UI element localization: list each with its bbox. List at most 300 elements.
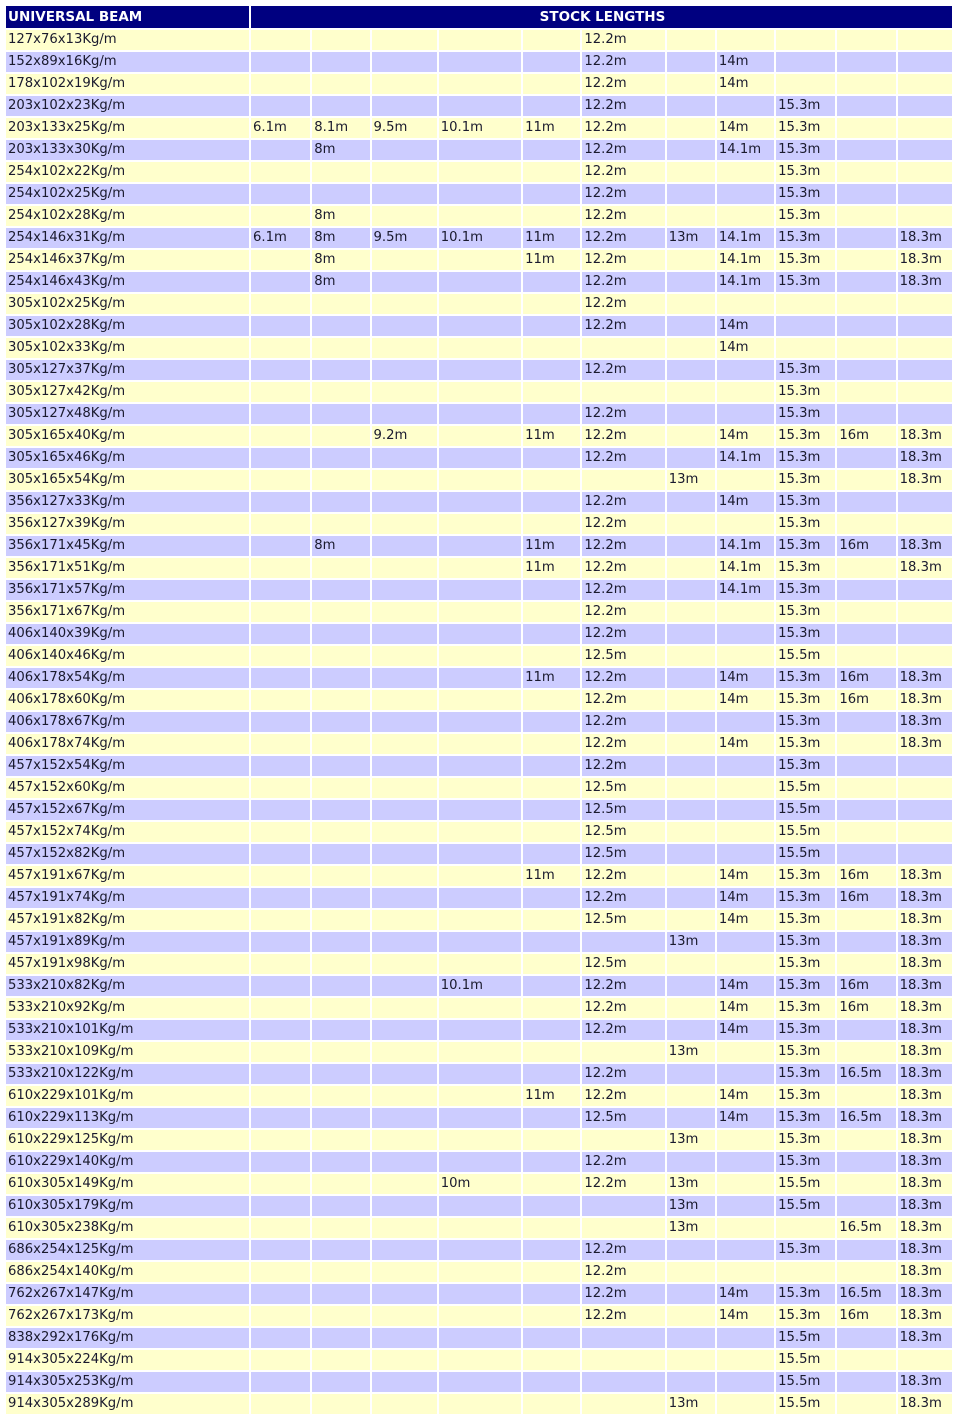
length-cell: 15.5m [776, 844, 835, 864]
length-cell [251, 1086, 310, 1106]
length-cell [523, 1394, 580, 1414]
length-cell [898, 184, 952, 204]
length-cell: 14m [717, 118, 774, 138]
length-cell: 15.3m [776, 888, 835, 908]
beam-size-cell: 457x152x74Kg/m [6, 822, 249, 842]
length-cell [523, 712, 580, 732]
length-cell: 18.3m [898, 1196, 952, 1216]
length-cell: 18.3m [898, 998, 952, 1018]
beam-size-cell: 686x254x140Kg/m [6, 1262, 249, 1282]
length-cell [372, 250, 437, 270]
length-cell [251, 1328, 310, 1348]
length-cell: 10.1m [439, 118, 521, 138]
length-cell [717, 624, 774, 644]
length-cell: 15.5m [776, 1328, 835, 1348]
length-cell [837, 118, 895, 138]
length-cell [837, 844, 895, 864]
length-cell: 15.5m [776, 1174, 835, 1194]
length-cell [523, 470, 580, 490]
length-cell [251, 360, 310, 380]
length-cell [837, 294, 895, 314]
table-row [6, 1020, 952, 1040]
length-cell [251, 1394, 310, 1414]
length-cell [372, 800, 437, 820]
table-row [6, 976, 952, 996]
length-cell: 18.3m [898, 712, 952, 732]
length-cell [372, 668, 437, 688]
length-cell [667, 360, 715, 380]
length-cell [251, 140, 310, 160]
length-cell [312, 294, 369, 314]
length-cell [372, 294, 437, 314]
length-cell [898, 756, 952, 776]
length-cell [312, 1086, 369, 1106]
length-cell [251, 1130, 310, 1150]
length-cell [439, 624, 521, 644]
length-cell [251, 998, 310, 1018]
length-cell [372, 1020, 437, 1040]
table-row [6, 844, 952, 864]
length-cell [251, 888, 310, 908]
length-cell [439, 30, 521, 50]
beam-size-cell: 762x267x173Kg/m [6, 1306, 249, 1326]
length-cell [667, 1064, 715, 1084]
beam-size-cell: 914x305x253Kg/m [6, 1372, 249, 1392]
beam-size-cell: 356x127x33Kg/m [6, 492, 249, 512]
length-cell [372, 1394, 437, 1414]
length-cell [372, 734, 437, 754]
length-cell: 18.3m [898, 1020, 952, 1040]
length-cell: 14.1m [717, 250, 774, 270]
length-cell [667, 536, 715, 556]
length-cell: 12.2m [582, 888, 664, 908]
length-cell [251, 734, 310, 754]
length-cell: 10m [439, 1174, 521, 1194]
length-cell [439, 1240, 521, 1260]
length-cell: 12.2m [582, 1262, 664, 1282]
table-row [6, 1306, 952, 1326]
length-cell [523, 1020, 580, 1040]
length-cell: 16m [837, 668, 895, 688]
length-cell [667, 778, 715, 798]
length-cell: 18.3m [898, 1306, 952, 1326]
length-cell: 14m [717, 1020, 774, 1040]
length-cell: 8m [312, 228, 369, 248]
length-cell [372, 536, 437, 556]
length-cell [898, 294, 952, 314]
length-cell: 12.2m [582, 624, 664, 644]
length-cell: 15.3m [776, 1108, 835, 1128]
length-cell [837, 712, 895, 732]
length-cell [439, 514, 521, 534]
length-cell [898, 118, 952, 138]
length-cell [898, 338, 952, 358]
length-cell [667, 756, 715, 776]
length-cell [251, 690, 310, 710]
length-cell: 14.1m [717, 228, 774, 248]
length-cell [523, 1108, 580, 1128]
length-cell [837, 316, 895, 336]
beam-size-cell: 356x171x45Kg/m [6, 536, 249, 556]
length-cell [582, 1372, 664, 1392]
length-cell [372, 492, 437, 512]
length-cell [523, 338, 580, 358]
length-cell [898, 580, 952, 600]
length-cell: 15.3m [776, 580, 835, 600]
length-cell: 12.2m [582, 448, 664, 468]
length-cell [837, 910, 895, 930]
length-cell [251, 800, 310, 820]
length-cell: 11m [523, 228, 580, 248]
length-cell [312, 888, 369, 908]
table-row [6, 360, 952, 380]
length-cell [717, 1394, 774, 1414]
length-cell [439, 1042, 521, 1062]
length-cell [312, 1108, 369, 1128]
length-cell: 18.3m [898, 1394, 952, 1414]
beam-size-cell: 254x146x31Kg/m [6, 228, 249, 248]
beam-size-cell: 305x165x46Kg/m [6, 448, 249, 468]
length-cell [251, 514, 310, 534]
length-cell: 14m [717, 866, 774, 886]
length-cell [372, 1262, 437, 1282]
length-cell [523, 998, 580, 1018]
beam-size-cell: 610x305x238Kg/m [6, 1218, 249, 1238]
length-cell [251, 162, 310, 182]
length-cell: 10.1m [439, 228, 521, 248]
length-cell: 15.5m [776, 778, 835, 798]
length-cell: 12.2m [582, 96, 664, 116]
length-cell [251, 910, 310, 930]
length-cell [439, 536, 521, 556]
length-cell [251, 382, 310, 402]
length-cell: 12.2m [582, 690, 664, 710]
length-cell: 15.3m [776, 250, 835, 270]
length-cell [667, 976, 715, 996]
length-cell [667, 712, 715, 732]
length-cell: 14m [717, 668, 774, 688]
length-cell: 14.1m [717, 536, 774, 556]
length-cell [837, 602, 895, 622]
length-cell [312, 52, 369, 72]
length-cell: 11m [523, 558, 580, 578]
length-cell [251, 558, 310, 578]
table-row [6, 1064, 952, 1084]
length-cell: 11m [523, 668, 580, 688]
length-cell: 15.3m [776, 382, 835, 402]
length-cell [251, 470, 310, 490]
length-cell: 15.3m [776, 734, 835, 754]
length-cell: 15.3m [776, 910, 835, 930]
length-cell [312, 756, 369, 776]
table-row [6, 514, 952, 534]
beam-size-cell: 533x210x122Kg/m [6, 1064, 249, 1084]
length-cell [837, 580, 895, 600]
length-cell [312, 954, 369, 974]
length-cell: 18.3m [898, 272, 952, 292]
length-cell: 18.3m [898, 1042, 952, 1062]
length-cell [667, 272, 715, 292]
length-cell [439, 932, 521, 952]
length-cell [523, 1152, 580, 1172]
length-cell: 14m [717, 74, 774, 94]
length-cell: 12.2m [582, 272, 664, 292]
table-row [6, 470, 952, 490]
length-cell [898, 404, 952, 424]
length-cell [372, 558, 437, 578]
length-cell: 18.3m [898, 888, 952, 908]
beam-size-cell: 254x146x37Kg/m [6, 250, 249, 270]
beam-size-cell: 305x127x37Kg/m [6, 360, 249, 380]
length-cell [372, 162, 437, 182]
length-cell: 15.3m [776, 1306, 835, 1326]
beam-size-cell: 406x178x67Kg/m [6, 712, 249, 732]
length-cell [523, 1262, 580, 1282]
length-cell [312, 492, 369, 512]
length-cell: 12.2m [582, 976, 664, 996]
length-cell [582, 1328, 664, 1348]
table-row [6, 866, 952, 886]
length-cell [312, 360, 369, 380]
beam-size-cell: 406x178x74Kg/m [6, 734, 249, 754]
length-cell: 15.3m [776, 404, 835, 424]
beam-size-cell: 254x146x43Kg/m [6, 272, 249, 292]
length-cell [439, 250, 521, 270]
length-cell [837, 514, 895, 534]
length-cell [837, 30, 895, 50]
length-cell [312, 1394, 369, 1414]
stock-lengths-table [4, 4, 954, 1416]
length-cell [312, 1262, 369, 1282]
length-cell [439, 426, 521, 446]
length-cell [251, 184, 310, 204]
length-cell: 12.5m [582, 910, 664, 930]
length-cell: 15.5m [776, 1196, 835, 1216]
length-cell: 16m [837, 976, 895, 996]
length-cell: 18.3m [898, 1262, 952, 1282]
length-cell [439, 1306, 521, 1326]
length-cell: 15.3m [776, 162, 835, 182]
length-cell [898, 844, 952, 864]
length-cell: 15.5m [776, 1372, 835, 1392]
length-cell [523, 602, 580, 622]
length-cell: 15.3m [776, 206, 835, 226]
length-cell [837, 228, 895, 248]
length-cell [582, 1218, 664, 1238]
length-cell [251, 272, 310, 292]
length-cell [312, 602, 369, 622]
length-cell: 12.2m [582, 1306, 664, 1326]
length-cell: 18.3m [898, 250, 952, 270]
table-row [6, 1108, 952, 1128]
beam-size-cell: 533x210x101Kg/m [6, 1020, 249, 1040]
length-cell [439, 822, 521, 842]
beam-size-cell: 305x102x25Kg/m [6, 294, 249, 314]
length-cell [251, 624, 310, 644]
length-cell [439, 646, 521, 666]
length-cell: 18.3m [898, 228, 952, 248]
length-cell [717, 756, 774, 776]
length-cell [667, 800, 715, 820]
length-cell: 14m [717, 492, 774, 512]
table-row [6, 668, 952, 688]
table-row [6, 690, 952, 710]
length-cell [667, 492, 715, 512]
table-row [6, 404, 952, 424]
length-cell [251, 712, 310, 732]
beam-size-cell: 457x191x82Kg/m [6, 910, 249, 930]
length-cell: 14.1m [717, 558, 774, 578]
length-cell [439, 206, 521, 226]
length-cell: 16m [837, 998, 895, 1018]
length-cell: 18.3m [898, 1328, 952, 1348]
length-cell [898, 778, 952, 798]
length-cell [717, 184, 774, 204]
length-cell [898, 382, 952, 402]
length-cell [837, 1394, 895, 1414]
length-cell [372, 624, 437, 644]
table-row [6, 602, 952, 622]
length-cell: 14.1m [717, 140, 774, 160]
length-cell [312, 316, 369, 336]
length-cell: 12.2m [582, 52, 664, 72]
length-cell [667, 954, 715, 974]
length-cell: 15.3m [776, 228, 835, 248]
table-row [6, 294, 952, 314]
length-cell: 16m [837, 888, 895, 908]
length-cell: 14m [717, 1306, 774, 1326]
length-cell: 15.3m [776, 184, 835, 204]
length-cell [439, 492, 521, 512]
length-cell [372, 712, 437, 732]
length-cell [372, 30, 437, 50]
length-cell [582, 338, 664, 358]
length-cell [439, 712, 521, 732]
length-cell [372, 1196, 437, 1216]
length-cell [251, 1218, 310, 1238]
beam-size-cell: 406x178x54Kg/m [6, 668, 249, 688]
stock-lengths-header: STOCK LENGTHS [251, 6, 952, 28]
length-cell [312, 1328, 369, 1348]
length-cell [717, 1042, 774, 1062]
length-cell [312, 844, 369, 864]
beam-size-cell: 356x171x67Kg/m [6, 602, 249, 622]
beam-size-cell: 406x140x39Kg/m [6, 624, 249, 644]
length-cell [439, 294, 521, 314]
length-cell: 11m [523, 866, 580, 886]
length-cell [372, 1372, 437, 1392]
length-cell [439, 866, 521, 886]
length-cell [439, 668, 521, 688]
length-cell: 15.3m [776, 866, 835, 886]
beam-size-cell: 406x140x46Kg/m [6, 646, 249, 666]
table-row [6, 1394, 952, 1414]
length-cell [312, 1196, 369, 1216]
table-row [6, 1350, 952, 1370]
length-cell: 18.3m [898, 536, 952, 556]
length-cell: 15.3m [776, 756, 835, 776]
length-cell [312, 712, 369, 732]
table-row [6, 448, 952, 468]
length-cell [439, 778, 521, 798]
length-cell: 18.3m [898, 690, 952, 710]
length-cell [667, 30, 715, 50]
length-cell: 12.2m [582, 404, 664, 424]
beam-size-cell: 610x229x101Kg/m [6, 1086, 249, 1106]
length-cell: 11m [523, 426, 580, 446]
length-cell [251, 1350, 310, 1370]
length-cell [667, 382, 715, 402]
length-cell [372, 932, 437, 952]
length-cell [898, 1350, 952, 1370]
length-cell [372, 448, 437, 468]
length-cell [717, 30, 774, 50]
length-cell [523, 690, 580, 710]
length-cell [523, 954, 580, 974]
table-row [6, 74, 952, 94]
length-cell: 18.3m [898, 910, 952, 930]
length-cell [439, 1152, 521, 1172]
beam-size-cell: 203x133x25Kg/m [6, 118, 249, 138]
length-cell: 6.1m [251, 228, 310, 248]
length-cell [251, 426, 310, 446]
length-cell [523, 778, 580, 798]
length-cell: 15.3m [776, 1130, 835, 1150]
table-row [6, 30, 952, 50]
length-cell [372, 602, 437, 622]
length-cell [523, 1218, 580, 1238]
length-cell [251, 1284, 310, 1304]
length-cell: 15.5m [776, 1394, 835, 1414]
length-cell: 12.5m [582, 822, 664, 842]
length-cell [776, 1218, 835, 1238]
length-cell [523, 1284, 580, 1304]
length-cell [667, 1152, 715, 1172]
length-cell [251, 338, 310, 358]
length-cell [439, 1218, 521, 1238]
length-cell [312, 1020, 369, 1040]
length-cell [898, 140, 952, 160]
beam-size-cell: 305x165x54Kg/m [6, 470, 249, 490]
length-cell [667, 734, 715, 754]
length-cell [582, 1394, 664, 1414]
length-cell [523, 272, 580, 292]
beam-size-cell: 914x305x289Kg/m [6, 1394, 249, 1414]
length-cell [837, 756, 895, 776]
length-cell: 18.3m [898, 954, 952, 974]
length-cell: 12.5m [582, 778, 664, 798]
length-cell: 12.2m [582, 492, 664, 512]
length-cell [667, 1240, 715, 1260]
length-cell [372, 822, 437, 842]
length-cell [372, 1284, 437, 1304]
length-cell [312, 668, 369, 688]
length-cell [837, 140, 895, 160]
length-cell: 15.3m [776, 426, 835, 446]
length-cell [898, 162, 952, 182]
length-cell: 15.3m [776, 272, 835, 292]
length-cell: 8m [312, 206, 369, 226]
length-cell [439, 580, 521, 600]
length-cell: 13m [667, 470, 715, 490]
length-cell: 15.3m [776, 1240, 835, 1260]
length-cell: 12.2m [582, 558, 664, 578]
length-cell [898, 316, 952, 336]
length-cell [372, 1306, 437, 1326]
length-cell: 15.3m [776, 140, 835, 160]
length-cell [251, 96, 310, 116]
length-cell [439, 1372, 521, 1392]
